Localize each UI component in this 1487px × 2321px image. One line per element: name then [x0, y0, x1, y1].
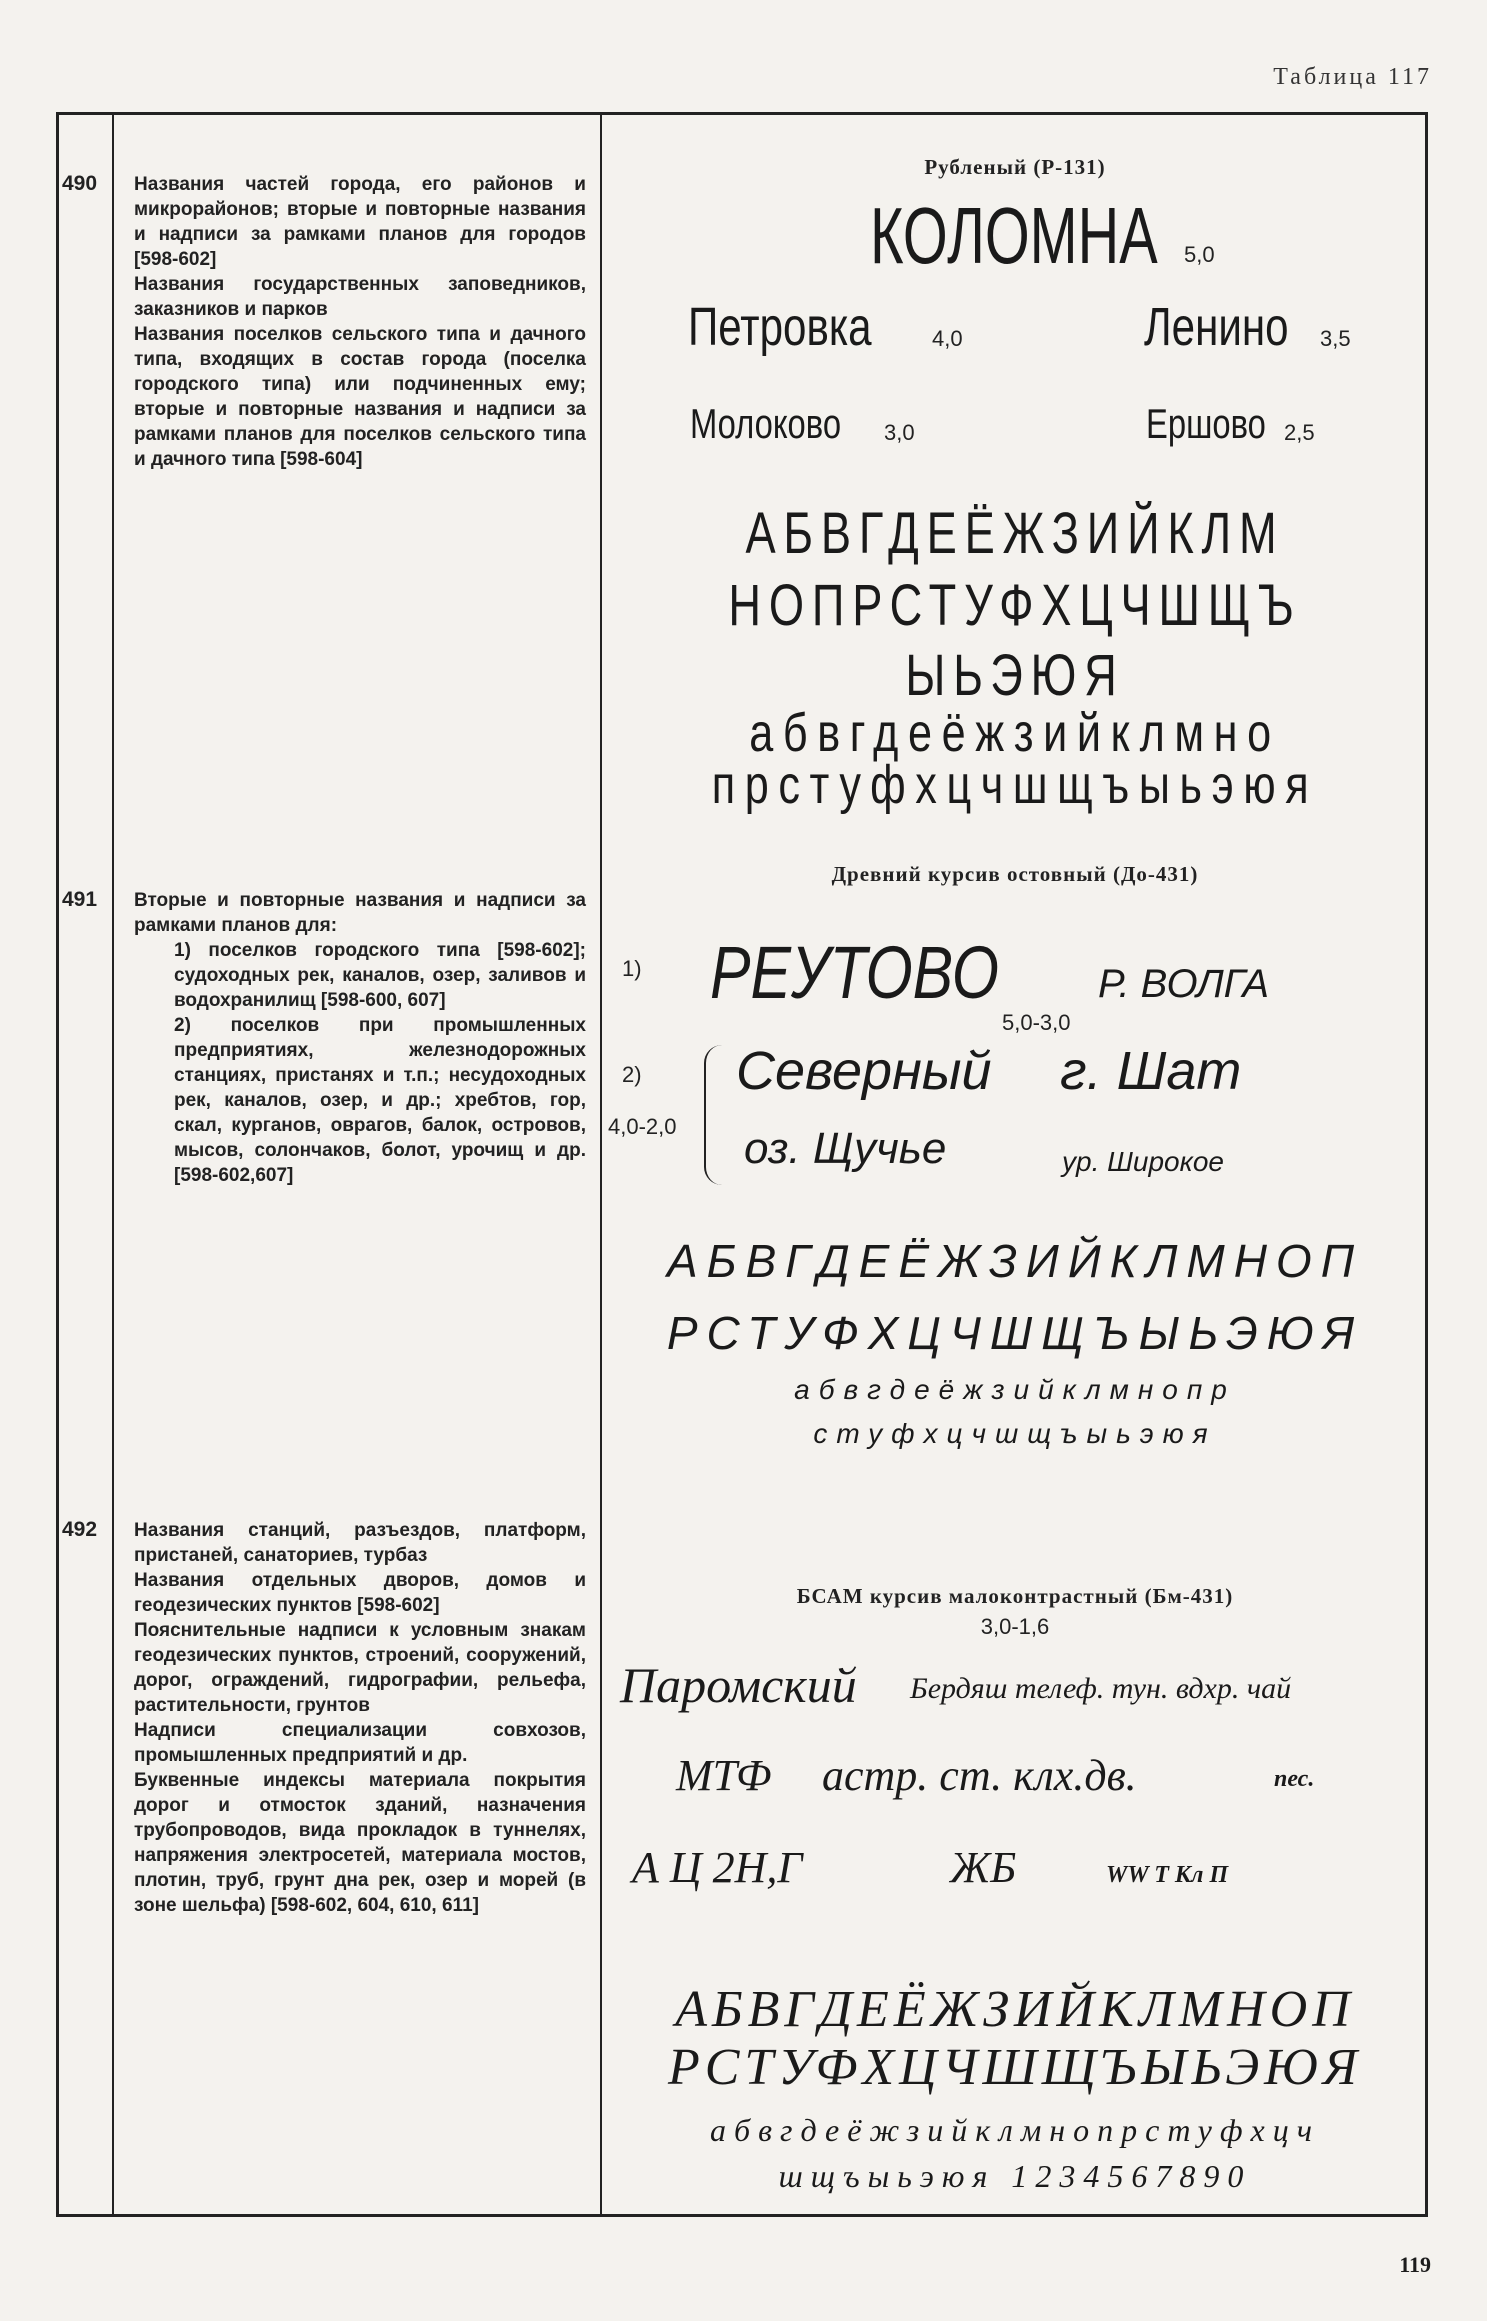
description-paragraph: Пояснительные надписи к условным знакам геодезических пунктов, строений, сооружений, дорог, ограждений, гидрографии, рельефа, растительности, грунтов	[134, 1620, 586, 1716]
sample-severny: Северный	[736, 1041, 992, 1101]
sample-small-codes: WW Т Кл П	[1106, 1862, 1229, 1888]
alphabet-upper-line: АБВГДЕЁЖЗИЙКЛМ	[745, 501, 1285, 566]
item-marker: 1)	[622, 956, 642, 981]
alphabet-lower-line: абвгдеёжзийклмнопрстуфхцч	[709, 2112, 1321, 2148]
sample-mtf: МТФ	[676, 1751, 772, 1800]
column-divider-description	[600, 112, 602, 2217]
row-492-description	[134, 1518, 586, 1918]
row-491-description	[134, 888, 586, 1188]
size-label: 4,0	[932, 326, 963, 351]
alphabet-upper-line: АБВГДЕЁЖЗИЙКЛМНОП	[666, 1235, 1364, 1287]
description-paragraph: Названия государственных заповедников, заказников и парков	[134, 274, 586, 320]
description-paragraph: Надписи специализации совхозов, промышленных предприятий и др.	[134, 1720, 586, 1766]
sample-ac: А Ц 2Н,Г	[632, 1843, 803, 1892]
description-paragraph: Названия станций, разъездов, платформ, пристаней, санаториев, турбаз	[134, 1520, 586, 1566]
description-paragraph: Буквенные индексы материала покрытия дорог и отмосток зданий, назначения трубопроводов, вида прокладок в туннелях, напряжения электросетей, материала мостов, плотин, труб, грунт дна рек, озер и морей (в зоне шельфа) [598-602, 604, 610, 611]	[134, 1770, 586, 1916]
sample-line-1: Бердяш телеф. тун. вдхр. чай	[910, 1672, 1292, 1705]
sample-line-2: астр. ст. клх.дв.	[822, 1751, 1137, 1800]
sample-shirokoe: ур. Широкое	[1062, 1146, 1224, 1177]
row-number-492: 492	[62, 1518, 98, 1541]
sample-reutovo: РЕУТОВО	[710, 931, 1000, 1014]
description-paragraph: Названия частей города, его районов и микрорайонов; вторые и повторные названия и надписи за рамками планов для городов [598-602]	[134, 174, 586, 270]
size-label: 2,5	[1284, 420, 1315, 445]
column-divider-number	[112, 112, 114, 2217]
sample-petrovka: Петровка	[688, 297, 872, 357]
font-header-drevny-kursiv: Древний курсив остовный (До-431)	[831, 862, 1199, 886]
sample-shat: г. Шат	[1060, 1041, 1242, 1101]
alphabet-lower-line: абвгдеёжзийклмно	[749, 703, 1281, 763]
alphabet-upper-line: ЫЬЭЮЯ	[905, 643, 1125, 708]
row-number-491: 491	[62, 888, 98, 911]
item-marker: 2)	[622, 1062, 642, 1087]
font-header-bsam: БСАМ курсив малоконтрастный (Бм-431)	[796, 1584, 1234, 1608]
alphabet-upper-line: НОПРСТУФХЦЧШЩЪ	[728, 573, 1302, 638]
alphabet-upper-line: РСТУФХЦЧШЩЪЫЬЭЮЯ	[666, 1307, 1364, 1359]
description-paragraph: Названия поселков сельского типа и дачного типа, входящих в состав города (поселка городского типа) или подчиненных ему; вторые и повторные названия и надписи за рамками планов для поселков сельского типа и дачного типа [598-604]	[134, 324, 586, 470]
sample-ershovo: Ершово	[1146, 400, 1266, 447]
sample-kolomna: КОЛОМНА	[870, 191, 1158, 280]
size-label: 3,5	[1320, 326, 1351, 351]
brace-icon	[704, 1045, 728, 1185]
sample-paromsky: Паромский	[620, 1657, 857, 1713]
description-paragraph: 1) поселков городского типа [598-602]; судоходных рек, каналов, озер, заливов и водохранилищ [598-600, 607]	[174, 940, 586, 1011]
alphabet-upper-line: АБВГДЕЁЖЗИЙКЛМНОП	[675, 1981, 1355, 2038]
description-paragraph: Названия отдельных дворов, домов и геодезических пунктов [598-602]	[134, 1570, 586, 1616]
size-label: 5,0	[1184, 242, 1215, 267]
font-header-rubleny: Рубленый (Р-131)	[924, 155, 1106, 179]
alphabet-lower-line: стуфхцчшщъыьэюя	[813, 1418, 1217, 1449]
alphabet-upper-line: РСТУФХЦЧШЩЪЫЬЭЮЯ	[667, 2039, 1363, 2096]
row-number-490: 490	[62, 172, 98, 195]
description-paragraph: Вторые и повторные названия и надписи за рамками планов для:	[134, 890, 586, 936]
sample-pes: пес.	[1274, 1766, 1315, 1792]
sample-volga: Р. ВОЛГА	[1098, 962, 1269, 1006]
row-490-description	[134, 172, 586, 472]
sample-shchuchye: оз. Щучье	[744, 1124, 947, 1173]
size-label: 5,0-3,0	[1002, 1010, 1071, 1035]
page-number: 119	[1399, 2252, 1431, 2277]
alphabet-lower-line: шщъыьэюя 1234567890	[778, 2158, 1252, 2194]
size-label: 4,0-2,0	[608, 1114, 677, 1139]
size-label: 3,0	[884, 420, 915, 445]
sample-lenino: Ленино	[1144, 297, 1289, 357]
table-caption: Таблица 117	[1273, 64, 1432, 90]
alphabet-lower-line: прстуфхцчшщъыьэюя	[711, 755, 1319, 815]
size-range: 3,0-1,6	[980, 1614, 1050, 1639]
sample-zhb: ЖБ	[950, 1843, 1017, 1892]
alphabet-lower-line: абвгдеёжзийклмнопр	[794, 1374, 1236, 1405]
sample-molokovo: Молоково	[690, 400, 842, 447]
description-paragraph: 2) поселков при промышленных предприятиях, железнодорожных станциях, пристанях и т.п.; несудоходных рек, каналов, озер, и др.; хребтов, гор, скал, курганов, оврагов, балок, островов, мысов, солончаков, болот, урочищ и др. [598-602,607]	[174, 1015, 586, 1186]
